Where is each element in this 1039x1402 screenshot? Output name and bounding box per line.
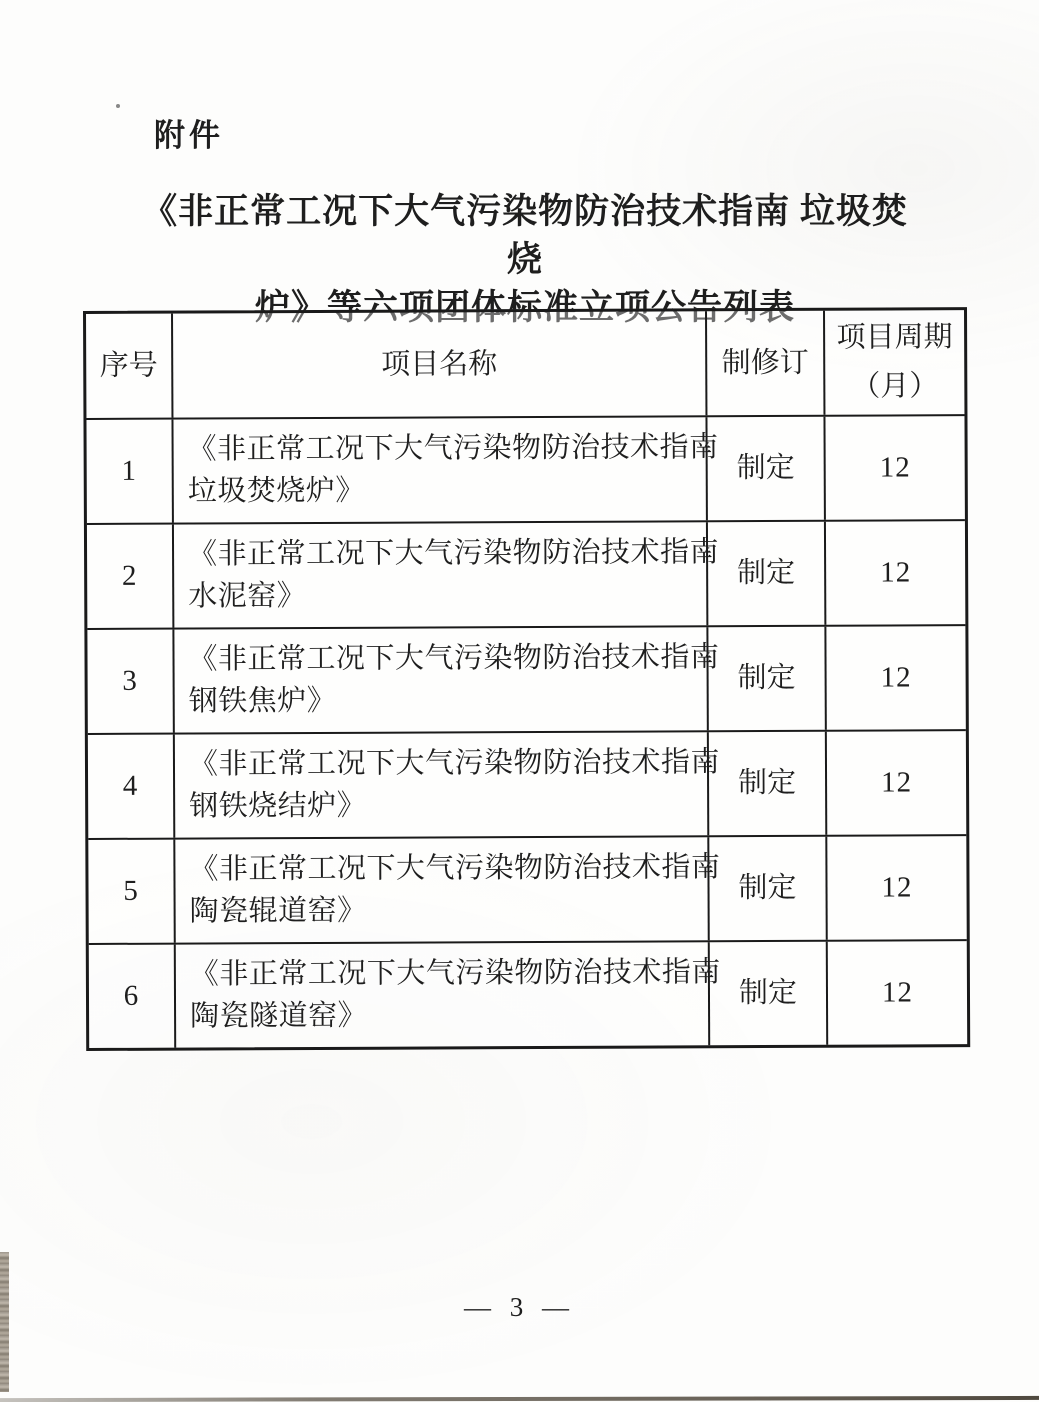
bottom-page-edge-artifact: [0, 1396, 1039, 1402]
row-project-name: [174, 627, 720, 732]
header-index: 序号: [86, 314, 173, 418]
project-name-line2: 陶瓷隧道窑》: [190, 999, 368, 1033]
row-period: 12: [881, 976, 914, 1009]
table-row: [88, 836, 966, 945]
project-name-line2: 钢铁烧结炉》: [189, 789, 367, 823]
project-name-line2: 陶瓷辊道窑》: [189, 894, 367, 928]
row-revision: 制定: [709, 837, 827, 941]
row-project-name: [173, 417, 719, 522]
header-period: [825, 310, 964, 415]
table-row: [88, 731, 966, 840]
row-project-name: [176, 942, 721, 1047]
row-revision: 制定: [710, 942, 828, 1046]
header-revision: 制修订: [707, 311, 825, 416]
row-revision: 制定: [707, 417, 825, 521]
header-period-line1: 项目周期: [836, 321, 953, 354]
left-page-edge-artifact: [0, 1252, 9, 1392]
title-line-1: 《非正常工况下大气污染物防治技术指南 垃圾焚烧: [142, 192, 908, 279]
project-name-line2: 垃圾焚烧炉》: [187, 474, 365, 508]
table-row: [86, 416, 964, 525]
row-index: 2: [87, 525, 174, 628]
row-period: 12: [881, 871, 913, 904]
row-index: 6: [89, 945, 176, 1048]
title-line-2: 炉》等六项团体标准立项公告列表: [254, 288, 795, 327]
project-name-line1: 《非正常工况下大气污染物防治技术指南: [189, 851, 721, 886]
project-name-line1: 《非正常工况下大气污染物防治技术指南: [188, 641, 720, 676]
standards-table: [83, 307, 970, 1051]
row-period: 12: [880, 766, 913, 799]
row-project-name: [174, 522, 720, 627]
project-name-line1: 《非正常工况下大气污染物防治技术指南: [187, 431, 719, 466]
row-revision: 制定: [708, 627, 826, 731]
row-index: 3: [87, 630, 174, 733]
project-name-line1: 《非正常工况下大气污染物防治技术指南: [187, 536, 720, 571]
project-name-line1: 《非正常工况下大气污染物防治技术指南: [188, 746, 721, 781]
project-name-line1: 《非正常工况下大气污染物防治技术指南: [189, 956, 721, 991]
project-name-line2: 水泥窑》: [188, 580, 307, 613]
row-index: 5: [88, 840, 175, 943]
attachment-label: 附件: [154, 118, 224, 153]
page-number: — 3 —: [464, 1292, 575, 1322]
header-period-line2: （月）: [851, 370, 939, 403]
row-period: 12: [879, 451, 911, 484]
header-project-name: 项目名称: [173, 311, 707, 417]
project-name-line2: 钢铁焦炉》: [188, 684, 337, 718]
ink-speck-artifact: [116, 104, 120, 108]
table-header-row: [86, 310, 964, 420]
row-revision: 制定: [709, 732, 827, 836]
row-revision: 制定: [708, 522, 826, 626]
table-row: [87, 521, 965, 630]
table-row: [87, 626, 965, 735]
row-index: 1: [86, 420, 173, 523]
row-project-name: [175, 732, 721, 837]
row-index: 4: [88, 735, 175, 838]
row-period: 12: [880, 556, 912, 589]
row-period: 12: [880, 661, 912, 694]
row-project-name: [175, 837, 721, 942]
table-row: [89, 941, 967, 1048]
